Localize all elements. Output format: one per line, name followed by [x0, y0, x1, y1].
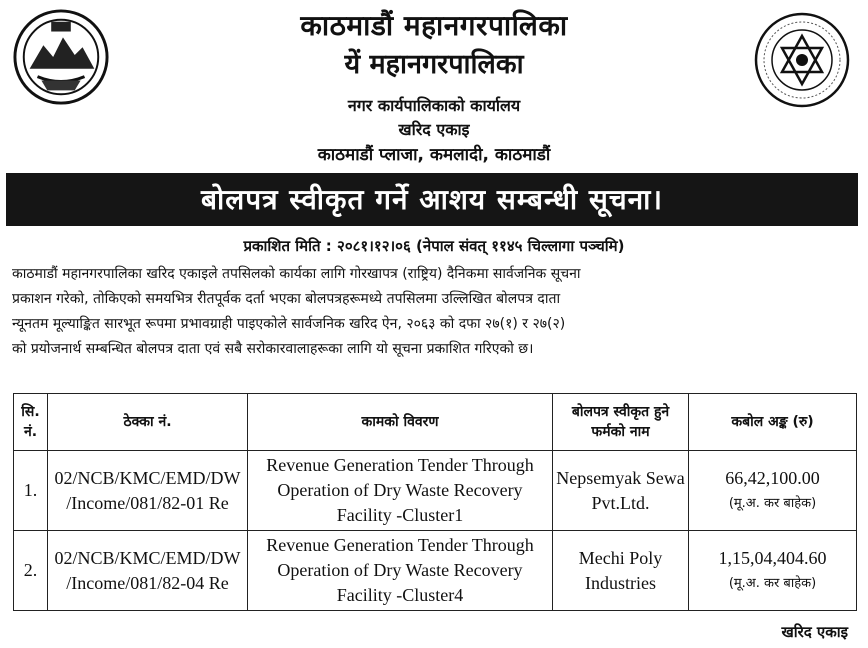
- table-row: [14, 531, 857, 611]
- row-description: Revenue Generation Tender Through Operation of Dry Waste Recovery Facility -Cluster4: [248, 531, 553, 611]
- footer-signature: खरिद एकाइ: [781, 623, 848, 641]
- notice-header: [0, 0, 868, 170]
- row-sn: 1.: [14, 451, 48, 531]
- notice-body-line: न्यूनतम मूल्याङ्कित सारभूत रूपमा प्रभावग्राही पाइएकोले सार्वजनिक खरिद ऐन, २०६३ को दफा २७(१) र २७(२): [12, 316, 566, 332]
- office-address: काठमाडौं प्लाजा, कमलादी, काठमाडौं: [317, 145, 551, 165]
- awarded-bids-table: [13, 393, 857, 611]
- row-amount: [689, 451, 857, 531]
- office-name: नगर कार्यपालिकाको कार्यालय: [347, 96, 521, 115]
- col-header-description: कामको विवरण: [248, 394, 553, 451]
- notice-body-line: काठमाडौं महानगरपालिका खरिद एकाइले तपसिलको कार्यका लागि गोरखापत्र (राष्ट्रिय) दैनिकमा सार्वजनिक सूचना: [12, 266, 581, 282]
- notice-body-line: प्रकाशन गरेको, तोकिएको समयभित्र रीतपूर्वक दर्ता भएका बोलपत्रहरूमध्ये तपसिलमा उल्लिखित बोलपत्र दाता: [12, 291, 561, 307]
- col-header-sn: सि. नं.: [14, 394, 48, 451]
- published-date: प्रकाशित मिति : २०८१।१२।०६ (नेपाल संवत् ११४५ चिल्लागा पञ्चमि): [243, 237, 625, 255]
- procurement-unit: खरिद एकाइ: [398, 120, 470, 139]
- municipality-title-script: यें महानगरपालिका: [344, 49, 524, 80]
- row-amount-value: 66,42,100.00: [725, 467, 820, 488]
- table-header-row: [14, 394, 857, 451]
- row-description: Revenue Generation Tender Through Operation of Dry Waste Recovery Facility -Cluster1: [248, 451, 553, 531]
- row-amount: [689, 531, 857, 611]
- col-header-amount: कबोल अङ्क (रु): [689, 394, 857, 451]
- row-contract-number: 02/NCB/KMC/EMD/DW /Income/081/82-01 Re: [48, 451, 248, 531]
- col-header-contract: ठेक्का नं.: [48, 394, 248, 451]
- col-header-bidder: बोलपत्र स्वीकृत हुने फर्मको नाम: [553, 394, 689, 451]
- table-row: [14, 451, 857, 531]
- row-amount-value: 1,15,04,404.60: [718, 547, 827, 568]
- row-amount-note: (मू.अ. कर बाहेक): [728, 495, 817, 511]
- municipality-title: काठमाडौं महानगरपालिका: [300, 9, 568, 42]
- notice-body-line: को प्रयोजनार्थ सम्बन्धित बोलपत्र दाता एवं सबै सरोकारवालाहरूका लागि यो सूचना प्रकाशित गरिएको छ।: [12, 341, 534, 357]
- row-bidder: Mechi Poly Industries: [553, 531, 689, 611]
- kmc-seal-right: [752, 10, 852, 110]
- notice-body: [12, 262, 857, 362]
- row-contract-number: 02/NCB/KMC/EMD/DW /Income/081/82-04 Re: [48, 531, 248, 611]
- notice-banner-title: बोलपत्र स्वीकृत गर्ने आशय सम्बन्धी सूचना।: [6, 173, 858, 226]
- row-bidder: Nepsemyak Sewa Pvt.Ltd.: [553, 451, 689, 531]
- row-sn: 2.: [14, 531, 48, 611]
- row-amount-note: (मू.अ. कर बाहेक): [728, 575, 817, 591]
